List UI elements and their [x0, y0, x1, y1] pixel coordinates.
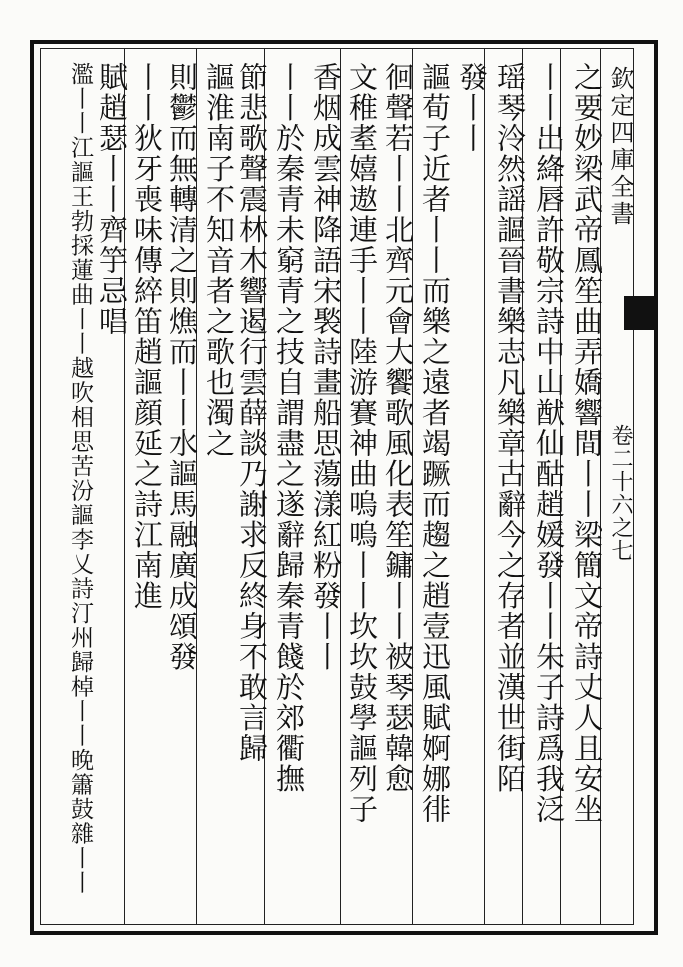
text-column: 賦趙瑟丨丨齊竽忌唱 — [95, 62, 129, 337]
text-column: 謳荀子近者丨丨而樂之遠者竭蹶而趨之趙壹迅風賦婀娜徘 — [418, 62, 452, 825]
text-column: 香烟成雲神降語宋褧詩畫船思蕩漾紅粉發丨丨 — [309, 62, 343, 672]
text-column: 發丨丨 — [455, 62, 489, 154]
column-rule — [484, 48, 485, 925]
text-column: 丨丨於秦青未窮青之技自謂盡之遂辭歸秦青餞於郊衢撫 — [272, 62, 306, 794]
text-column: 丨丨狄牙喪味傳綷笛趙謳顔延之詩江南進 — [130, 62, 164, 611]
text-column: 徊聲若丨丨北齊元會大饗歌風化表笙鏞丨丨被琴瑟韓愈 — [381, 62, 415, 794]
text-column: 瑶琴泠然謡謳晉書樂志凡樂章古辭今之存者並漢世街陌 — [493, 62, 527, 794]
text-column: 節悲歌聲震林木響遏行雲薛談乃謝求反終身不敢言歸 — [235, 62, 269, 764]
volume-label: 卷二十六之七 — [608, 424, 633, 562]
text-column: 濫丨丨江謳王勃採蓮曲丨丨越吹相思苦汾謳李乂詩汀州歸棹丨丨晚簫鼓雜丨丨 — [67, 62, 93, 895]
text-column: 則鬱而無轉清之則燋而丨丨水謳馬融廣成頌發 — [165, 62, 199, 672]
text-column: 丨丨出絳唇許敬宗詩中山猷仙酤趙媛發丨丨朱子詩爲我泛 — [532, 62, 566, 825]
text-column: 謳淮南子不知音者之歌也濁之 — [202, 62, 236, 459]
book-title: 欽定四庫全書 — [606, 66, 634, 228]
text-column: 文稚耊嬉遨連手丨丨陸游賽神曲嗚嗚丨丨坎坎鼓學謳列子 — [345, 62, 379, 825]
fishtail-mark-icon — [624, 296, 658, 330]
text-column: 之要妙梁武帝鳳笙曲弄嬌響間丨丨梁簡文帝詩丈人且安坐 — [570, 62, 604, 825]
